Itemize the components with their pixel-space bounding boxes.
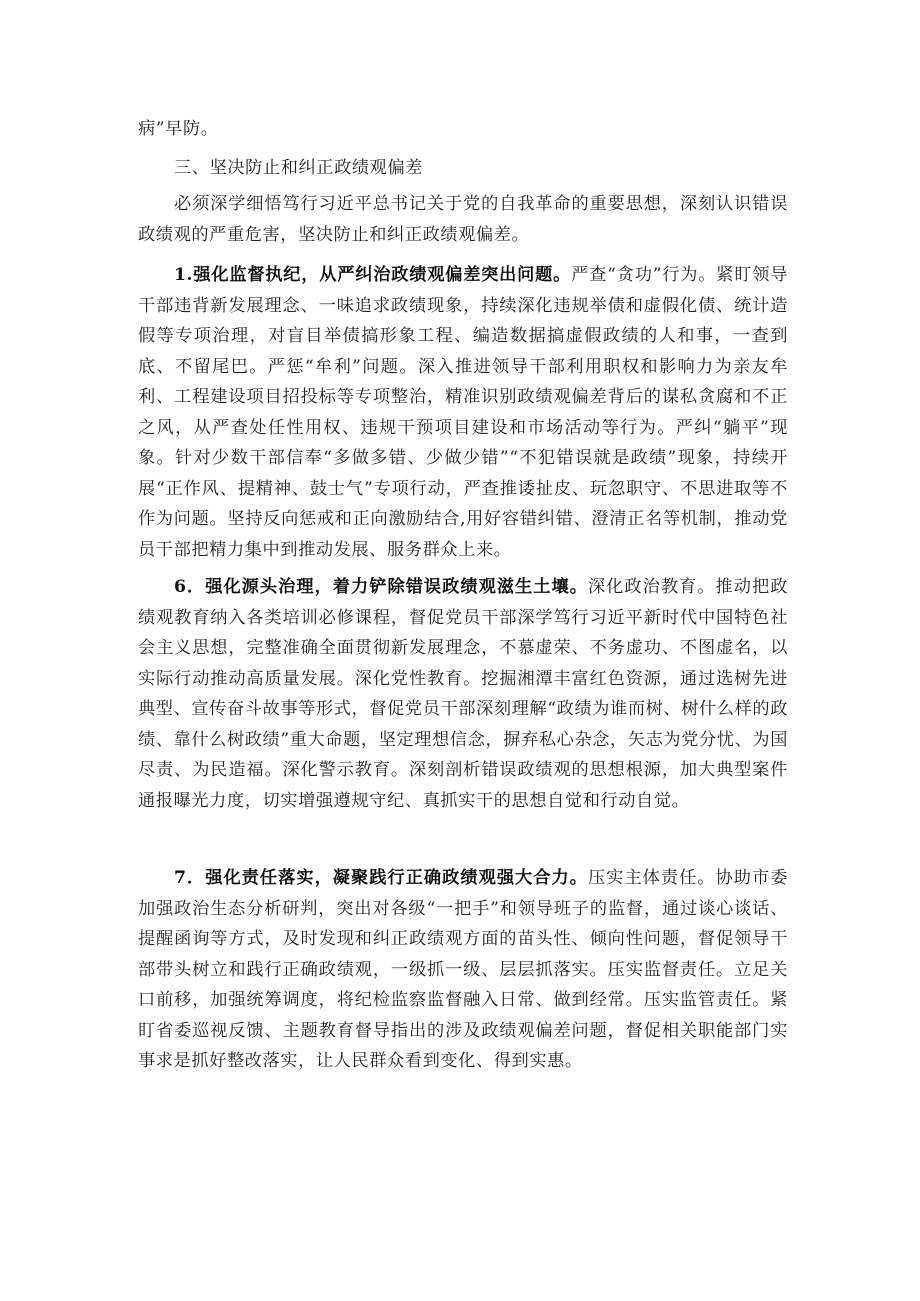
item-1-lead: 1.强化监督执纪，从严纠治政绩观偏差突出问题。 [174,265,572,285]
section-intro-paragraph: 必须深学细悟笃行习近平总书记关于党的自我革命的重要思想，深刻认识错误政绩观的严重危害，坚决防止和纠正政绩观偏差。 [138,194,788,245]
intro-tail-text: 病”早防。 [138,119,219,139]
item-7-paragraph [138,863,788,1077]
section-heading: 三、坚决防止和纠正政绩观偏差 [174,158,424,178]
item-6-body: 深化政治教育。推动把政绩观教育纳入各类培训必修课程，督促党员干部深学笃行习近平新时代中国特色社会主义思想，完整准确全面贯彻新发展理念，不慕虚荣、不务虚功、不图虚名，以实际行动推动高质量发展。深化党性教育。挖掘湘潭丰富红色资源，通过选树先进典型、宣传奋斗故事等形式，督促党员干部深刻理解“政绩为谁而树、树什么样的政绩、靠什么树政绩”重大命题，坚定理想信念，摒弃私心杂念，矢志为党分忧、为国尽责、为民造福。深化警示教育。深刻剖析错误政绩观的思想根源，加大典型案件通报曝光力度，切实增强遵规守纪、真抓实干的思想自觉和行动自觉。 [138,577,788,811]
item-1-body: 严查“贪功”行为。紧盯领导干部违背新发展理念、一味追求政绩现象，持续深化违规举债和虚假化债、统计造假等专项治理，对盲目举债搞形象工程、编造数据搞虚假政绩的人和事，一查到底、不留尾巴。严惩“牟利”问题。深入推进领导干部利用职权和影响力为亲友牟利、工程建设项目招投标等专项整治，精准识别政绩观偏差背后的谋私贪腐和不正之风，从严查处任性用权、违规干预项目建设和市场活动等行为。严纠“躺平”现象。针对少数干部信奉“多做多错、少做少错”“不犯错误就是政绩”现象，持续开展“正作风、提精神、鼓士气”专项行动，严查推诿扯皮、玩忽职守、不思进取等不作为问题。坚持反向惩戒和正向激励结合,用好容错纠错、澄清正名等机制，推动党员干部把精力集中到推动发展、服务群众上来。 [138,265,789,560]
item-1-paragraph [138,260,788,565]
item-7-body: 压实主体责任。协助市委加强政治生态分析研判，突出对各级“一把手”和领导班子的监督，通过谈心谈话、提醒函询等方式，及时发现和纠正政绩观方面的苗头性、倾向性问题，督促领导干部带头树立和践行正确政绩观，一级抓一级、层层抓落实。压实监督责任。立足关口前移，加强统筹调度，将纪检监察监督融入日常、做到经常。压实监管责任。紧盯省委巡视反馈、主题教育督导指出的涉及政绩观偏差问题，督促相关职能部门实事求是抓好整改落实，让人民群众看到变化、得到实惠。 [138,868,788,1071]
item-6-lead: 6．强化源头治理，着力铲除错误政绩观滋生土壤。 [174,577,588,597]
item-6-paragraph [138,572,788,816]
item-7-lead: 7．强化责任落实，凝聚践行正确政绩观强大合力。 [174,868,588,888]
